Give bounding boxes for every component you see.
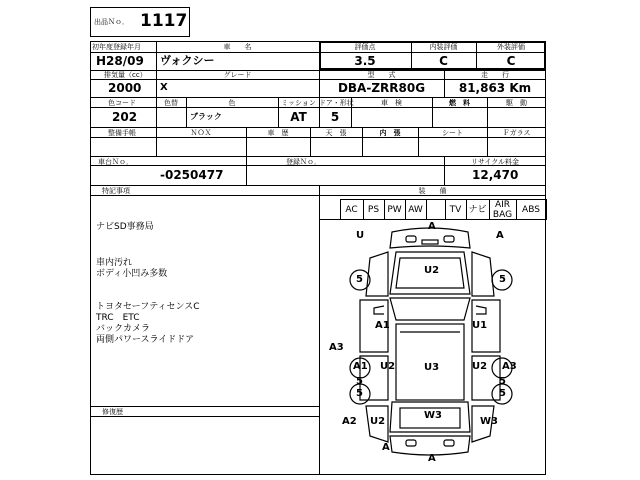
mission-value: AT: [290, 110, 307, 124]
mark-tire-rl-top: 5: [356, 376, 363, 387]
equipment-item: AIR BAG: [492, 200, 513, 220]
mark-front-left: U: [356, 230, 365, 241]
glass-label: Ｆガラス: [502, 129, 531, 137]
remarks-line: ナビSD事務局: [96, 222, 154, 232]
color-label: 色: [228, 99, 236, 107]
mark-tire-rl: 5: [356, 388, 363, 399]
grade-value: X: [160, 82, 168, 93]
mark-front-bumper: A: [428, 221, 436, 232]
equipment-label: 装 備: [418, 187, 447, 195]
remarks-line: トヨタセーフティセンスC: [96, 302, 200, 312]
color-code-label: 色コード: [108, 99, 136, 107]
equipment-item: ABS: [522, 205, 540, 215]
mark-door-l1: A1: [353, 361, 368, 372]
remarks-line: バックカメラ: [96, 324, 151, 334]
mileage-label: 走 行: [481, 71, 509, 79]
mark-tire-rr-top: 5: [499, 376, 506, 387]
reg-no-label: 登録Ｎｏ．: [286, 158, 321, 166]
sunroof-label: 天 張: [325, 129, 347, 137]
chassis-value: -0250477: [160, 168, 224, 182]
shaken-label: 車 検: [381, 99, 402, 107]
car-name-value: ヴォクシー: [160, 54, 215, 67]
fuel-label: 燃 料: [449, 99, 470, 107]
mark-fender-r: U1: [472, 320, 488, 331]
mark-rear-l2: U2: [370, 416, 386, 427]
drive-label: 駆 動: [506, 99, 527, 107]
mark-rear-bumper: A: [428, 453, 436, 464]
interior-label: 内装評価: [429, 43, 458, 51]
history-label: 車 歴: [267, 129, 289, 137]
color-value: ブラック: [190, 112, 222, 121]
interior-trim-label: 内 張: [379, 129, 401, 137]
equipment-item: PW: [387, 205, 402, 215]
mark-rear-r: W3: [480, 416, 498, 427]
lot-number-label: 出品Ｎｏ．: [94, 18, 129, 26]
equipment-item: TV: [449, 205, 462, 215]
remarks-line: 両側パワースライドドア: [96, 335, 195, 345]
mark-fender-l: A1: [375, 320, 390, 331]
car-damage-diagram: [330, 222, 530, 472]
exterior-value: C: [506, 54, 516, 68]
mark-hood: U2: [424, 265, 440, 276]
equipment-item: AW: [408, 205, 423, 215]
mark-front-right: A: [496, 230, 504, 241]
color-swap-label: 色替: [164, 99, 178, 107]
mark-roof: U3: [424, 362, 440, 373]
interior-value: C: [439, 54, 448, 68]
manual-label: 整備手帳: [108, 129, 136, 137]
equipment-item: AC: [345, 205, 358, 215]
mission-label: ミッション: [281, 99, 316, 107]
mark-door-r2: A3: [502, 361, 517, 372]
score-value: 3.5: [354, 54, 376, 68]
equipment-item: ナビ: [468, 205, 487, 215]
seat-label: シート: [442, 129, 463, 137]
repair-label: 修復歴: [102, 408, 123, 416]
remarks-line: TRC ETC: [96, 313, 140, 323]
doors-value: 5: [330, 110, 340, 124]
chassis-label: 車台Ｎｏ．: [98, 158, 133, 166]
equipment-item: PS: [367, 205, 380, 215]
lot-number: 1117: [140, 11, 188, 31]
first-reg-value: H28/09: [96, 54, 144, 68]
exterior-label: 外装評価: [497, 43, 525, 51]
doors-label: ドア・形状: [319, 99, 354, 107]
mileage-value: 81,863 Km: [458, 81, 532, 95]
mark-door-r1: U2: [472, 361, 488, 372]
mark-rear-bumper-l: A: [382, 442, 390, 453]
recycle-value: 12,470: [472, 168, 519, 182]
mark-tire-fl: 5: [356, 274, 363, 285]
mark-door-l2: U2: [380, 361, 396, 372]
remarks-line: 車内汚れ: [96, 258, 133, 268]
grade-label: グレード: [223, 71, 252, 79]
first-reg-label: 初年度登録年月: [92, 43, 141, 51]
remarks-line: ボディ小凹み多数: [96, 269, 168, 279]
displacement-value: 2000: [108, 81, 142, 95]
score-label: 評価点: [354, 43, 376, 51]
recycle-label: リサイクル料金: [470, 158, 520, 166]
mark-rear-l1: A2: [342, 416, 357, 427]
mark-tire-fr: 5: [499, 274, 506, 285]
car-name-label: 車 名: [223, 43, 252, 51]
displacement-label: 排気量（cc）: [104, 71, 147, 79]
nox-label: ＮＯＸ: [190, 129, 212, 137]
remarks-label: 特記事項: [102, 187, 130, 195]
mark-tire-rr: 5: [499, 388, 506, 399]
mark-side-l: A3: [329, 342, 344, 353]
mark-back-door: W3: [424, 410, 442, 421]
equipment-cell: [426, 199, 446, 220]
color-code-value: 202: [112, 110, 138, 124]
model-value: DBA-ZRR80G: [337, 81, 426, 95]
model-label: 型 式: [367, 71, 396, 79]
